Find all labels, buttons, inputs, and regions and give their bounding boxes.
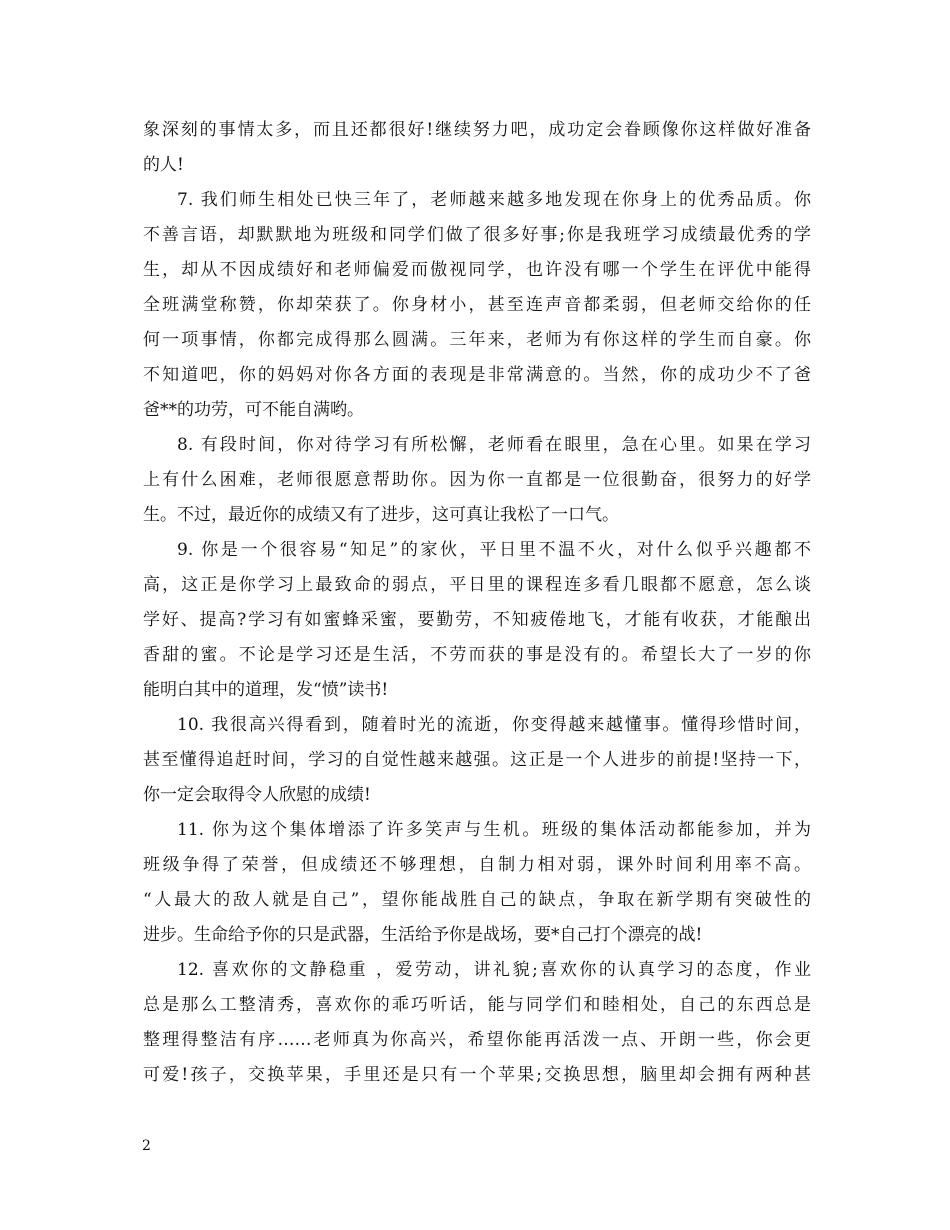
text-line: 进步。生命给予你的只是武器，生活给予你是战场，要*自己打个漂亮的战! xyxy=(143,925,703,945)
text-line: 总是那么工整清秀，喜欢你的乖巧听话，能与同学们和睦相处，自己的东西总是 xyxy=(143,995,811,1015)
text-line: 可爱!孩子，交换苹果，手里还是只有一个苹果;交换思想，脑里却会拥有两种甚 xyxy=(143,1065,811,1085)
paragraph-9-start: 9. 你是一个很容易“知足”的家伙，平日里不温不火，对什么似乎兴趣都不 xyxy=(177,540,811,560)
paragraph-8-start: 8. 有段时间，你对待学习有所松懈，老师看在眼里，急在心里。如果在学习 xyxy=(177,435,811,455)
text-line: 象深刻的事情太多，而且还都很好!继续努力吧，成功定会眷顾像你这样做好准备 xyxy=(143,120,811,140)
text-line: 爸**的功劳，可不能自满哟。 xyxy=(143,400,364,420)
text-line: 香甜的蜜。不论是学习还是生活，不劳而获的事是没有的。希望长大了一岁的你 xyxy=(143,645,811,665)
text-line: “人最大的敌人就是自己”，望你能战胜自己的缺点，争取在新学期有突破性的 xyxy=(143,890,811,910)
text-line: 你一定会取得令人欣慰的成绩! xyxy=(143,785,371,805)
body-text xyxy=(143,113,811,1093)
page-number: 2 xyxy=(142,1138,151,1154)
paragraph-7-start: 7. 我们师生相处已快三年了，老师越来越多地发现在你身上的优秀品质。你 xyxy=(177,190,811,210)
text-line: 的人! xyxy=(143,155,184,175)
text-line: 甚至懂得追赶时间，学习的自觉性越来越强。这正是一个人进步的前提!坚持一下， xyxy=(143,750,811,770)
text-line: 上有什么困难，老师很愿意帮助你。因为你一直都是一位很勤奋，很努力的好学 xyxy=(143,470,811,490)
paragraph-11-start: 11. 你为这个集体增添了许多笑声与生机。班级的集体活动都能参加，并为 xyxy=(177,820,811,840)
text-line: 全班满堂称赞，你却荣获了。你身材小，甚至连声音都柔弱，但老师交给你的任 xyxy=(143,295,811,315)
text-line: 整理得整洁有序……老师真为你高兴，希望你能再活泼一点、开朗一些，你会更 xyxy=(143,1030,811,1050)
text-line: 班级争得了荣誉，但成绩还不够理想，自制力相对弱，课外时间利用率不高。 xyxy=(143,855,811,875)
text-line: 生。不过，最近你的成绩又有了进步，这可真让我松了一口气。 xyxy=(143,505,619,525)
paragraph-10-start: 10. 我很高兴得看到，随着时光的流逝，你变得越来越懂事。懂得珍惜时间， xyxy=(177,715,811,735)
text-line: 学好、提高?学习有如蜜蜂采蜜，要勤劳，不知疲倦地飞，才能有收获，才能酿出 xyxy=(143,610,811,630)
text-line: 不善言语，却默默地为班级和同学们做了很多好事;你是我班学习成绩最优秀的学 xyxy=(143,225,811,245)
text-line: 高，这正是你学习上最致命的弱点，平日里的课程连多看几眼都不愿意，怎么谈 xyxy=(143,575,811,595)
text-line: 不知道吧，你的妈妈对你各方面的表现是非常满意的。当然，你的成功少不了爸 xyxy=(143,365,811,385)
paragraph-12-start: 12. 喜欢你的文静稳重 ，爱劳动，讲礼貌;喜欢你的认真学习的态度，作业 xyxy=(177,960,811,980)
text-line: 生，却从不因成绩好和老师偏爱而傲视同学，也许没有哪一个学生在评优中能得 xyxy=(143,260,811,280)
text-line: 何一项事情，你都完成得那么圆满。三年来，老师为有你这样的学生而自豪。你 xyxy=(143,330,811,350)
text-line: 能明白其中的道理，发“愤”读书! xyxy=(143,680,389,700)
